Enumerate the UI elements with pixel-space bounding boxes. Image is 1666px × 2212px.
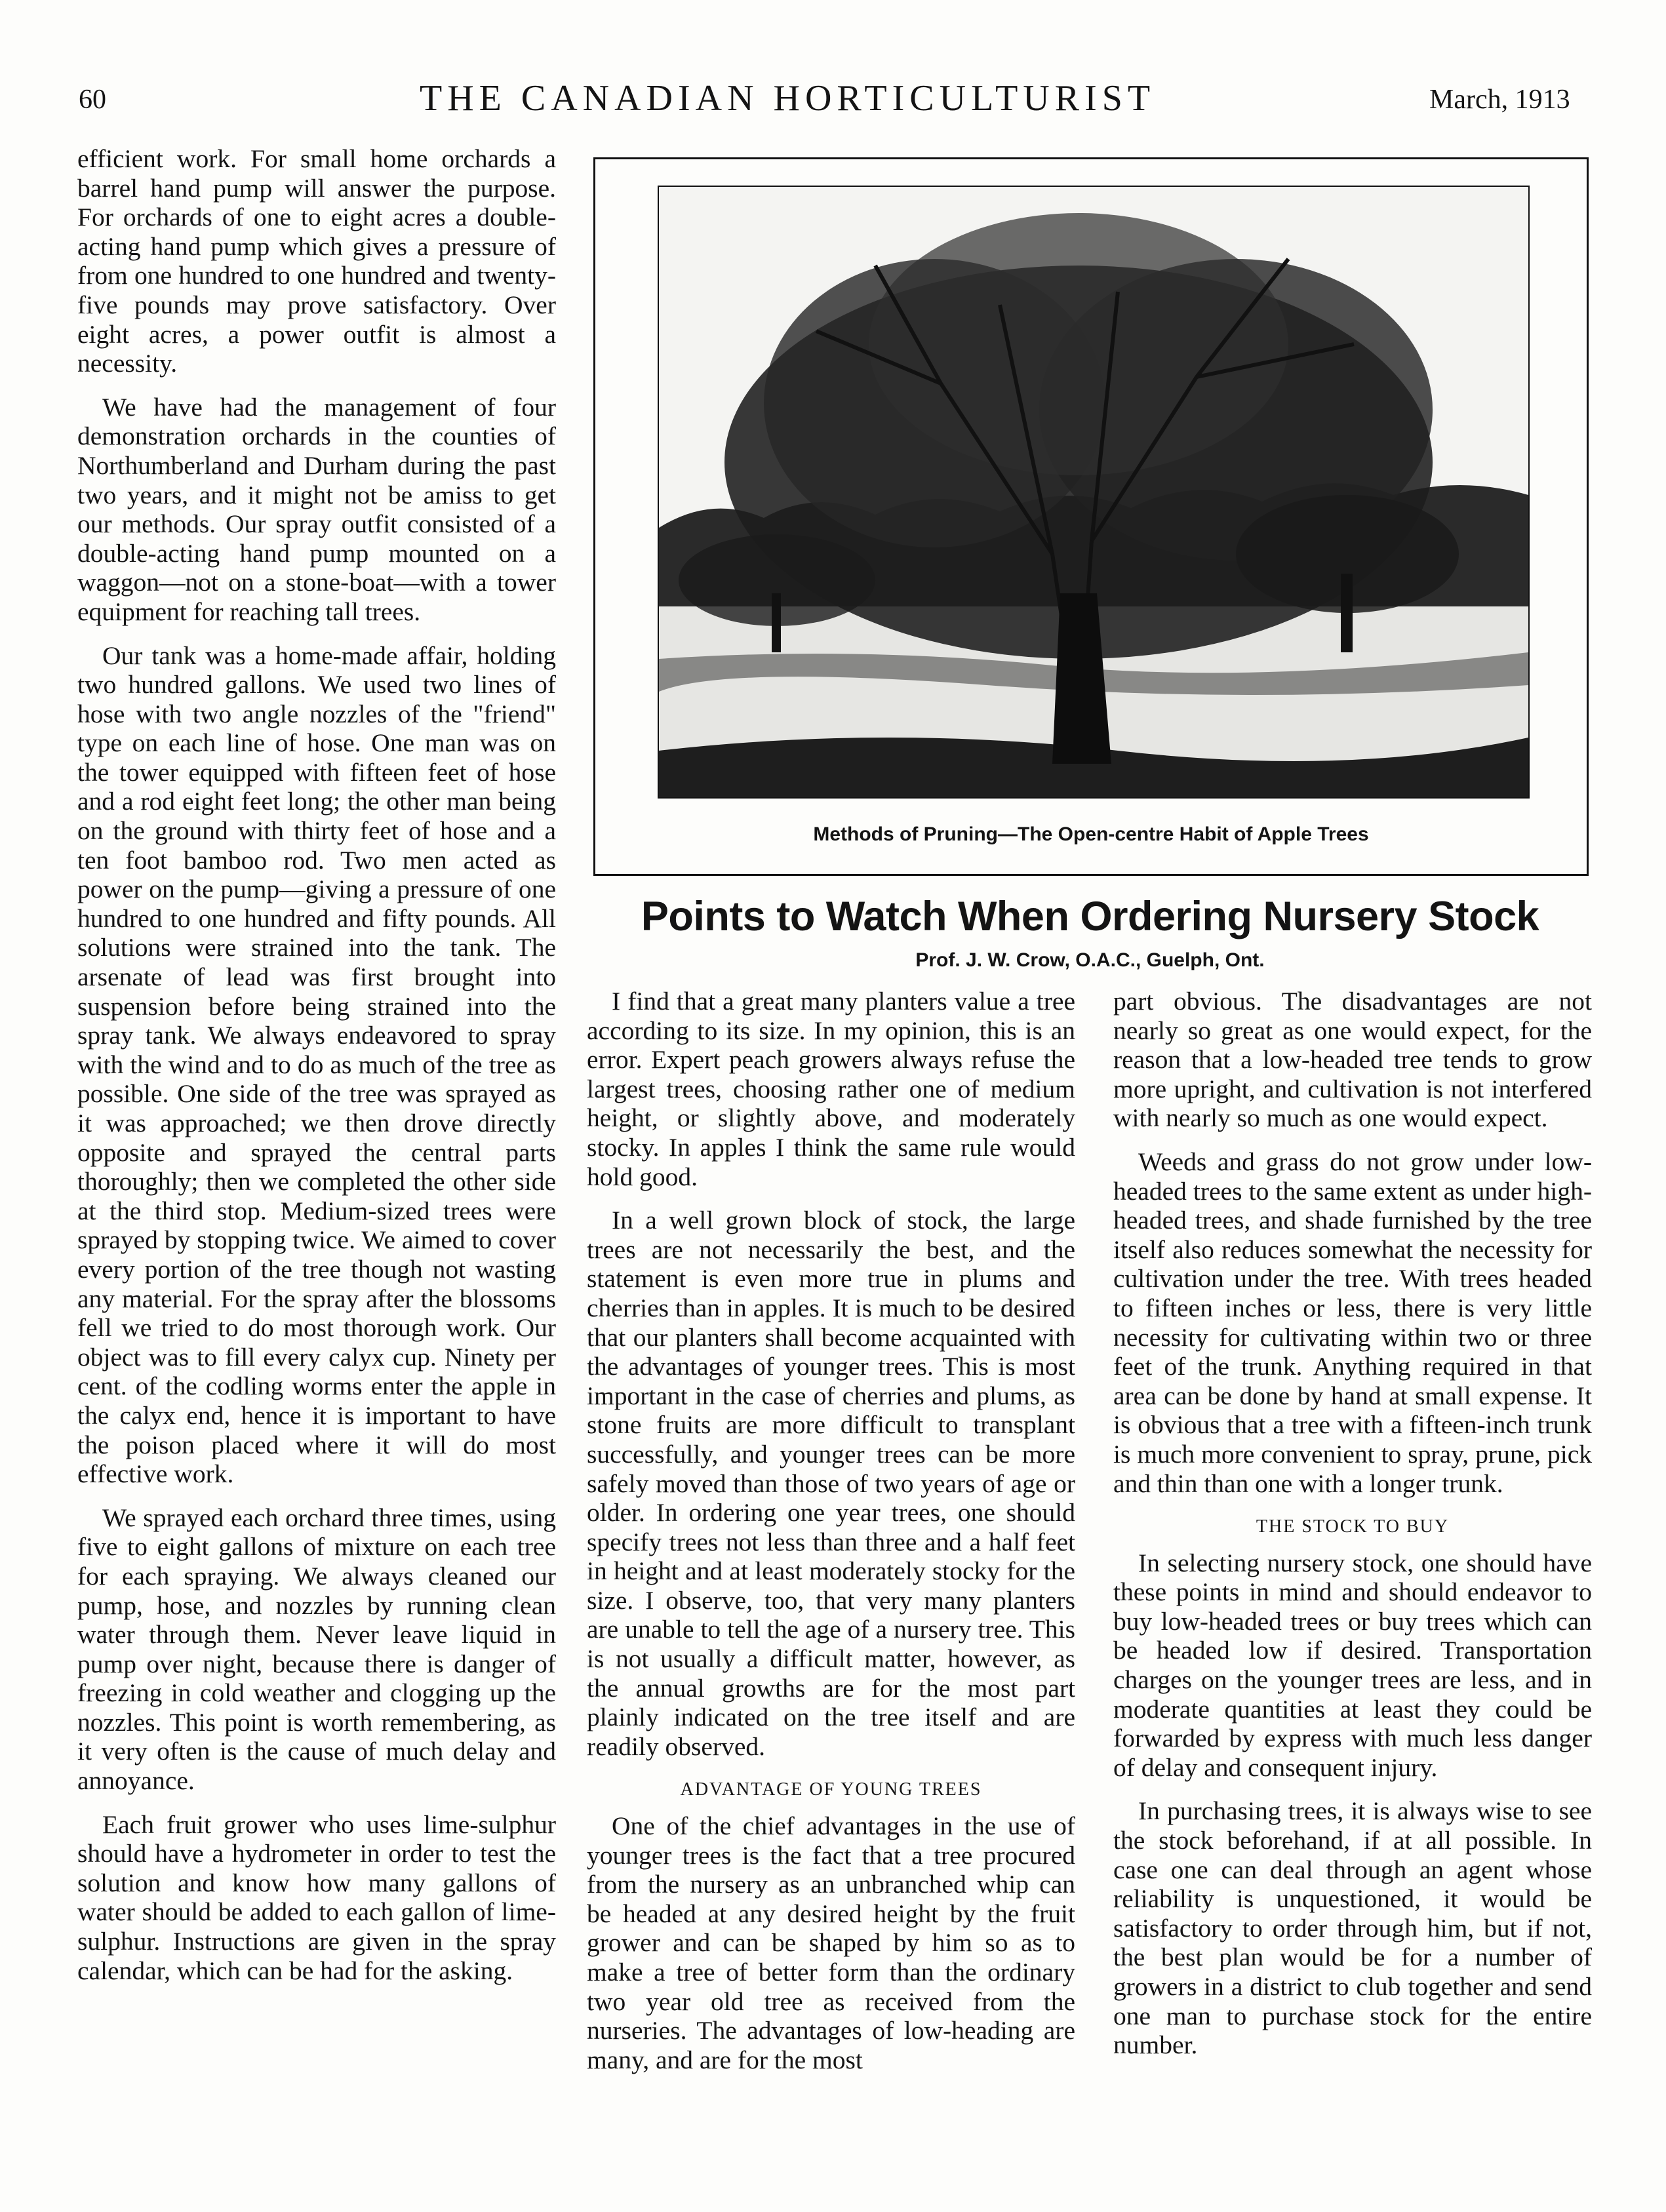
paragraph: In purchasing trees, it is always wise to see the stock beforehand, if at all possible. In case one can deal through an agent whose reliability is unquestioned, it would be satisfactory to order through him, but if not, the best plan would be for a number of growers in a district to club together and send one man to purchase stock for the entire number. [1113, 1796, 1592, 2060]
figure-caption: Methods of Pruning—The Open-centre Habit of Apple Trees [813, 823, 1369, 845]
paragraph: Our tank was a home-made affair, holding two hundred gallons. We used two lines of hose with two angle nozzles of the "friend" type on each line of hose. One man was on the tower equipped with fifteen feet of hose and a rod eight feet long; the other man being on the ground with thirty feet of hose and a ten foot bamboo rod. Two men acted as power on the pump—giving a pressure of one hundred to one hundred and fifty pounds. All solutions were strained into the tank. The arsenate of lead was first brought into suspension before being strained into the spray tank. We always endeavored to spray with the wind and to do as much of the tree as possible. One side of the tree was sprayed as it was approached; we then drove directly opposite and sprayed the central parts thoroughly; then we completed the other side at the third stop. Medium-sized trees were sprayed by stopping twice. We aimed to cover every portion of the tree though not wasting any material. For the spray after the blossoms fell we tried to do most thorough work. Our object was to fill every calyx cup. Ninety per cent. of the codling worms enter the apple in the calyx end, hence it is important to have the poison placed where it will do most effective work. [77, 641, 556, 1489]
paragraph: part obvious. The disadvantages are not nearly so great as one would expect, for the reason that a low-headed tree tends to grow more upright, and cultivation is not interfered with nearly so much as one would expect. [1113, 987, 1592, 1133]
section-subheading: ADVANTAGE OF YOUNG TREES [680, 1779, 982, 1800]
running-head [0, 0, 1666, 131]
left-column [77, 144, 556, 2170]
article-byline: Prof. J. W. Crow, O.A.C., Guelph, Ont. [915, 949, 1265, 971]
paragraph: In a well grown block of stock, the large trees are not necessarily the best, and the statement is even more true in plums and cherries than in apples. It is much to be desired that our planters shall become acquainted with the advantages of younger trees. This is most important in the case of cherries and plums, as stone fruits are more difficult to transplant successfully, and younger trees can be more safely moved than those of two years of age or older. In ordering one year trees, one should specify trees not less than three and a half feet in height and at least moderately stocky for the size. I observe, too, that very many planters are unable to tell the age of a nursery tree. This is not usually a difficult matter, however, as the annual growths are for the most part plainly indicated on the tree itself and are readily observed. [587, 1206, 1075, 1761]
paragraph: One of the chief advantages in the use of younger trees is the fact that a tree procured from the nursery as an unbranched whip can be headed at any desired height by the fruit grower and can be shaped by him so as to make a tree of better form than the ordinary two year old tree as received from the nurseries. The advantages of low-heading are many, and are for the most [587, 1811, 1075, 2074]
issue-date: March, 1913 [1429, 85, 1570, 115]
paragraph: efficient work. For small home orchards a barrel hand pump will answer the purpose. For orchards of one to eight acres a double-acting hand pump which gives a pressure of from one hundred to one hundred and twenty-five pounds may prove satisfactory. Over eight acres, a power outfit is almost a necessity. [77, 144, 556, 378]
paragraph: Weeds and grass do not grow under low-headed trees to the same extent as under high-headed trees, and shade furnished by the tree itself also reduces somewhat the necessity for cultivation under the tree. With trees headed to fifteen inches or less, there is very little necessity for cultivating within two or three feet of the trunk. Anything required in that area can be done by hand at small expense. It is obvious that a tree with a fifteen-inch trunk is much more convenient to spray, prune, pick and thin than one with a longer trunk. [1113, 1147, 1592, 1498]
paragraph: We have had the management of four demonstration orchards in the counties of Northumberland and Durham during the past two years, and it might not be amiss to get our methods. Our spray outfit consisted of a double-acting hand pump mounted on a waggon—not on a stone-boat—with a tower equipment for reaching tall trees. [77, 392, 556, 626]
paragraph: Each fruit grower who uses lime-sulphur should have a hydrometer in order to test the solution and know how many gallons of water should be added to each gallon of lime-sulphur. Instructions are given in the spray calendar, which can be had for the asking. [77, 1809, 556, 1985]
page-number: 60 [79, 85, 106, 115]
paragraph: We sprayed each orchard three times, using five to eight gallons of mixture on each tree for each spraying. We always cleaned our pump, hose, and nozzles by running clean water through them. Never leave liquid in pump over night, because there is danger of freezing in cold weather and clogging up the nozzles. This point is worth remembering, as it very often is the cause of much delay and annoyance. [77, 1503, 556, 1796]
right-column [1113, 987, 1592, 2173]
orchard-photo [658, 186, 1530, 799]
section-subheading: THE STOCK TO BUY [1256, 1516, 1450, 1537]
apple-tree-illustration [659, 187, 1528, 797]
paragraph: I find that a great many planters value a tree according to its size. In my opinion, this is an error. Expert peach growers always refuse the largest trees, choosing rather one of medium height, or slightly above, and moderately stocky. In apples I think the same rule would hold good. [587, 987, 1075, 1191]
article-title: Points to Watch When Ordering Nursery Stock [641, 894, 1539, 939]
paragraph: In selecting nursery stock, one should have these points in mind and should endeavor to buy low-headed trees or buy trees which can be headed low if desired. Transportation charges on the younger trees are less, and in moderate quantities at least they could be forwarded by express with much less danger of delay and consequent injury. [1113, 1548, 1592, 1782]
journal-title: THE CANADIAN HORTICULTURIST [420, 78, 1156, 119]
middle-column [587, 987, 1075, 2173]
figure [593, 157, 1589, 876]
